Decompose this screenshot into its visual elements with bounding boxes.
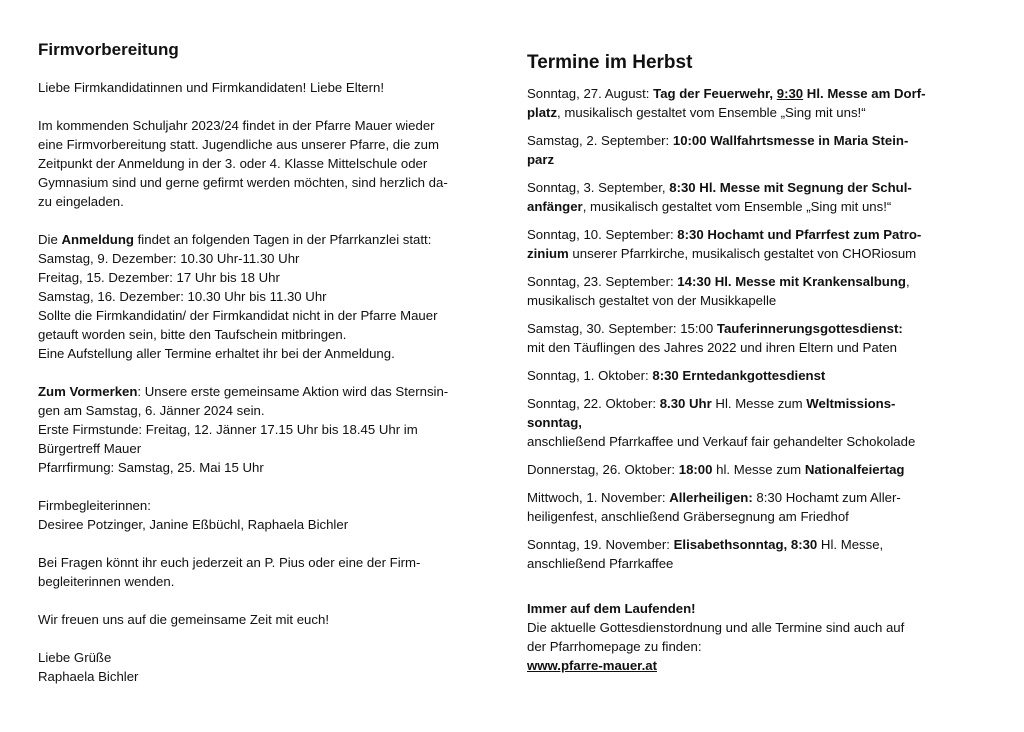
greeting: Liebe Firmkandidatinnen und Firmkandidaten! Liebe Eltern! xyxy=(38,80,385,95)
event-text-bold: parz xyxy=(527,152,555,167)
signature: Raphaela Bichler xyxy=(38,669,139,684)
remember-intro xyxy=(38,382,500,401)
closing-wish: Wir freuen uns auf die gemeinsame Zeit mit euch! xyxy=(38,612,329,627)
event-line xyxy=(527,84,977,103)
event-text-bold: Allerheiligen: xyxy=(669,490,753,505)
remember-line: Bürgertreff Mauer xyxy=(38,441,142,456)
registration-keyword: Anmeldung xyxy=(61,232,134,247)
event-line xyxy=(527,319,977,338)
intro-line: Gymnasium sind und gerne gefirmt werden möchten, sind herzlich da- xyxy=(38,175,448,190)
event-text: Sonntag, 19. November: xyxy=(527,537,674,552)
companions-names: Desiree Potzinger, Janine Eßbüchl, Raphaela Bichler xyxy=(38,517,349,532)
event-line xyxy=(527,244,977,263)
event-text-bold: zinium xyxy=(527,246,569,261)
event-text: mit den Täuflingen des Jahres 2022 und ihren Eltern und Paten xyxy=(527,340,897,355)
event-text: unserer Pfarrkirche, musikalisch gestaltet von CHORiosum xyxy=(568,246,917,261)
event-item xyxy=(527,84,977,122)
event-line xyxy=(527,225,977,244)
event-line xyxy=(527,366,977,385)
autumn-dates-section xyxy=(527,50,977,675)
event-text: Mittwoch, 1. November: xyxy=(527,490,670,505)
stay-informed-block xyxy=(527,599,977,675)
remember-paragraph xyxy=(38,382,500,477)
remember-rest: : Unsere erste gemeinsame Aktion wird das Sternsin- xyxy=(137,384,449,399)
stay-informed-heading: Immer auf dem Laufenden! xyxy=(527,601,696,616)
registration-post: findet an folgenden Tagen in der Pfarrkanzlei statt: xyxy=(133,232,432,247)
event-line xyxy=(527,291,977,310)
intro-line: Im kommenden Schuljahr 2023/24 findet in der Pfarre Mauer wieder xyxy=(38,118,435,133)
event-text-bold: 8:30 Hochamt und Pfarrfest zum Patro- xyxy=(677,227,922,242)
event-item xyxy=(527,319,977,357)
event-text: Sonntag, 22. Oktober: xyxy=(527,396,660,411)
registration-note: Eine Aufstellung aller Termine erhaltet ihr bei der Anmeldung. xyxy=(38,346,395,361)
event-text: Hl. Messe zum xyxy=(711,396,807,411)
regards: Liebe Grüße xyxy=(38,650,112,665)
parish-website-link[interactable]: www.pfarre-mauer.at xyxy=(527,658,657,673)
event-text: , musikalisch gestaltet vom Ensemble „Sing mit uns!“ xyxy=(582,199,892,214)
event-text: hl. Messe zum xyxy=(712,462,805,477)
event-line xyxy=(527,488,977,507)
registration-intro xyxy=(38,230,500,249)
event-text-bold: Tag der Feuerwehr, xyxy=(653,86,777,101)
stay-informed-line: Die aktuelle Gottesdienstordnung und alle Termine sind auch auf xyxy=(527,620,905,635)
event-item xyxy=(527,488,977,526)
event-text-bold: 18:00 xyxy=(678,462,713,477)
stay-informed-line: der Pfarrhomepage zu finden: xyxy=(527,639,702,654)
event-item xyxy=(527,366,977,385)
event-text-bold: Elisabethsonntag, 8:30 xyxy=(673,537,818,552)
event-text-bold: anfänger xyxy=(527,199,583,214)
event-item xyxy=(527,394,977,451)
registration-date: Samstag, 9. Dezember: 10.30 Uhr-11.30 Uhr xyxy=(38,251,300,266)
event-line xyxy=(527,413,977,432)
event-list xyxy=(527,84,977,573)
event-text: , musikalisch gestaltet vom Ensemble „Sing mit uns!“ xyxy=(557,105,866,120)
companions-label: Firmbegleiterinnen: xyxy=(38,498,151,513)
event-text: Sonntag, 27. August: xyxy=(527,86,654,101)
event-text: 8:30 Hochamt zum Aller- xyxy=(752,490,901,505)
event-item xyxy=(527,272,977,310)
questions-line: begleiterinnen wenden. xyxy=(38,574,175,589)
event-text: Donnerstag, 26. Oktober: xyxy=(527,462,679,477)
event-text-bold: 8:30 Hl. Messe mit Segnung der Schul- xyxy=(669,180,912,195)
intro-line: zu eingeladen. xyxy=(38,194,124,209)
event-text: , xyxy=(905,274,910,289)
event-line xyxy=(527,178,977,197)
event-text: musikalisch gestaltet von der Musikkapelle xyxy=(527,293,777,308)
event-text: Samstag, 30. September: 15:00 xyxy=(527,321,717,336)
sign-off xyxy=(38,648,500,686)
event-text: Sonntag, 1. Oktober: xyxy=(527,368,653,383)
intro-paragraph xyxy=(38,116,500,211)
event-text: Sonntag, 3. September, xyxy=(527,180,670,195)
confirmation-section xyxy=(38,38,500,705)
event-line xyxy=(527,394,977,413)
event-text-bold: 14:30 Hl. Messe mit Krankensalbung xyxy=(677,274,906,289)
event-text: Samstag, 2. September: xyxy=(527,133,673,148)
remember-line: Pfarrfirmung: Samstag, 25. Mai 15 Uhr xyxy=(38,460,264,475)
event-line xyxy=(527,103,977,122)
event-item xyxy=(527,535,977,573)
questions-line: Bei Fragen könnt ihr euch jederzeit an P. Pius oder eine der Firm- xyxy=(38,555,421,570)
remember-line: Erste Firmstunde: Freitag, 12. Jänner 17.15 Uhr bis 18.45 Uhr im xyxy=(38,422,418,437)
registration-date: Samstag, 16. Dezember: 10.30 Uhr bis 11.30 Uhr xyxy=(38,289,327,304)
event-text-bold: platz xyxy=(527,105,558,120)
event-text-bold: 9:30 xyxy=(776,86,804,101)
event-line xyxy=(527,432,977,451)
event-text: anschließend Pfarrkaffee und Verkauf fair gehandelter Schokolade xyxy=(527,434,916,449)
event-line xyxy=(527,131,977,150)
event-item xyxy=(527,178,977,216)
registration-paragraph xyxy=(38,230,500,363)
intro-line: Zeitpunkt der Anmeldung in der 3. oder 4. Klasse Mittelschule oder xyxy=(38,156,428,171)
event-line xyxy=(527,197,977,216)
event-text-bold: Hl. Messe am Dorf- xyxy=(803,86,926,101)
registration-note: getauft worden sein, bitte den Taufschein mitbringen. xyxy=(38,327,347,342)
event-text-bold: 10:00 Wallfahrtsmesse in Maria Stein- xyxy=(672,133,909,148)
intro-line: eine Firmvorbereitung statt. Jugendliche aus unserer Pfarre, die zum xyxy=(38,137,439,152)
registration-pre: Die xyxy=(38,232,62,247)
event-text: heiligenfest, anschließend Gräbersegnung am Friedhof xyxy=(527,509,849,524)
event-line xyxy=(527,272,977,291)
event-line xyxy=(527,338,977,357)
confirmation-title: Firmvorbereitung xyxy=(38,40,179,59)
event-text: Sonntag, 10. September: xyxy=(527,227,678,242)
event-text: Sonntag, 23. September: xyxy=(527,274,678,289)
registration-note: Sollte die Firmkandidatin/ der Firmkandidat nicht in der Pfarre Mauer xyxy=(38,308,438,323)
registration-date: Freitag, 15. Dezember: 17 Uhr bis 18 Uhr xyxy=(38,270,280,285)
event-line xyxy=(527,535,977,554)
event-text-bold: sonntag, xyxy=(527,415,582,430)
event-text-bold: Weltmissions- xyxy=(806,396,896,411)
event-text-bold: Tauferinnerungsgottesdienst: xyxy=(716,321,903,336)
event-line xyxy=(527,460,977,479)
event-line xyxy=(527,507,977,526)
event-text-bold: 8.30 Uhr xyxy=(659,396,712,411)
remember-keyword: Zum Vormerken xyxy=(38,384,138,399)
event-line xyxy=(527,554,977,573)
questions-paragraph xyxy=(38,553,500,591)
remember-line: gen am Samstag, 6. Jänner 2024 sein. xyxy=(38,403,265,418)
autumn-dates-title: Termine im Herbst xyxy=(527,52,693,73)
event-text-bold: 8:30 Erntedankgottesdienst xyxy=(652,368,826,383)
event-item xyxy=(527,131,977,169)
companions-paragraph xyxy=(38,496,500,534)
event-line xyxy=(527,150,977,169)
event-item xyxy=(527,225,977,263)
event-text: Hl. Messe, xyxy=(817,537,884,552)
event-item xyxy=(527,460,977,479)
event-text: anschließend Pfarrkaffee xyxy=(527,556,674,571)
event-text-bold: Nationalfeiertag xyxy=(804,462,905,477)
